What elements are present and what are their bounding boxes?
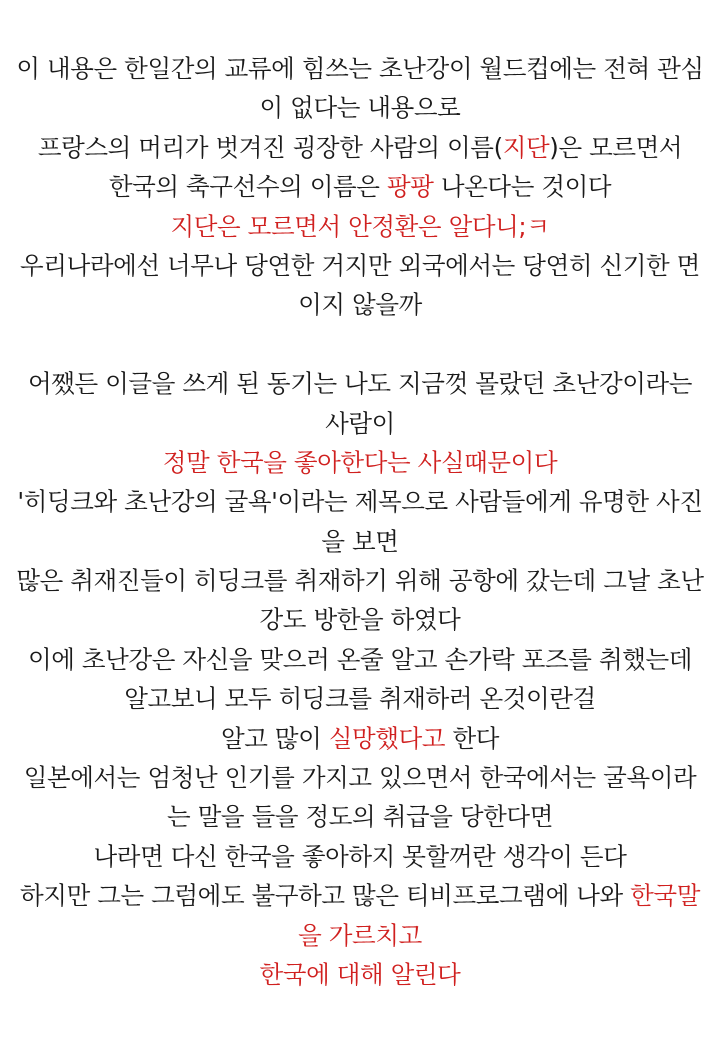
text-line xyxy=(14,797,706,836)
highlighted-text: 한국말 xyxy=(630,881,700,911)
text-line xyxy=(14,482,706,521)
text-segment: 이에 초난강은 자신을 맞으러 온줄 알고 손가락 포즈를 취했는데 xyxy=(27,644,693,674)
text-line xyxy=(14,88,706,127)
text-segment: 이 내용은 한일간의 교류에 힘쓰는 초난강이 월드컵에는 전혀 관심 xyxy=(16,54,704,83)
text-line xyxy=(14,167,706,206)
highlighted-text: 실망했다고 xyxy=(328,723,446,753)
text-segment: '히딩크와 초난강의 굴욕'이라는 제목으로 사람들에게 유명한 사진 xyxy=(17,487,703,517)
text-segment: 한다 xyxy=(445,723,500,753)
text-segment: )은 모르면서 xyxy=(549,132,683,162)
text-line xyxy=(14,955,706,994)
text-line xyxy=(14,758,706,797)
text-segment: 을 보면 xyxy=(321,526,399,556)
text-line xyxy=(14,49,706,88)
text-segment: 이 없다는 내용으로 xyxy=(259,93,461,123)
text-segment: 알고보니 모두 히딩크를 취재하러 온것이란걸 xyxy=(124,684,596,714)
text-line xyxy=(14,443,706,482)
text-line xyxy=(14,876,706,915)
text-segment: 알고 많이 xyxy=(220,723,329,753)
text-line xyxy=(14,207,706,246)
text-segment: 하지만 그는 그럼에도 불구하고 많은 티비프로그램에 나와 xyxy=(20,881,631,911)
highlighted-text: 을 가르치고 xyxy=(298,920,422,950)
text-segment: 많은 취재진들이 히딩크를 취재하기 위해 공항에 갔는데 그날 초난 xyxy=(16,566,704,596)
text-line xyxy=(14,285,706,324)
text-line xyxy=(14,364,706,403)
text-segment: 강도 방한을 하였다 xyxy=(259,605,461,635)
text-segment: 이지 않을까 xyxy=(298,290,422,320)
text-segment: 나온다는 것이다 xyxy=(433,172,612,202)
text-segment: 어쨌든 이글을 쓰게 된 동기는 나도 지금껏 몰랐던 초난강이라는 xyxy=(27,369,693,399)
text-line xyxy=(14,640,706,679)
text-segment: 한국의 축구선수의 이름은 xyxy=(108,172,387,202)
text-line xyxy=(14,246,706,285)
text-line xyxy=(14,719,706,758)
text-segment: 는 말을 들을 정도의 취급을 당한다면 xyxy=(167,802,553,832)
text-line xyxy=(14,916,706,955)
text-segment: 우리나라에선 너무나 당연한 거지만 외국에서는 당연히 신기한 면 xyxy=(20,250,700,280)
article-body xyxy=(0,49,720,994)
text-segment: 사람이 xyxy=(325,408,395,438)
highlighted-text: 팡팡 xyxy=(386,172,434,202)
text-segment: 나라면 다신 한국을 좋아하지 못할꺼란 생각이 든다 xyxy=(93,841,627,871)
text-line xyxy=(14,128,706,167)
text-line xyxy=(14,679,706,718)
highlighted-text: 지단은 모르면서 안정환은 알다니;ㅋ xyxy=(170,211,550,241)
highlighted-text: 한국에 대해 알린다 xyxy=(259,959,461,989)
text-line xyxy=(14,561,706,600)
blank-line xyxy=(14,325,706,364)
text-line xyxy=(14,837,706,876)
text-line xyxy=(14,600,706,639)
text-line xyxy=(14,522,706,561)
text-segment: 일본에서는 엄청난 인기를 가지고 있으면서 한국에서는 굴욕이라 xyxy=(23,763,697,793)
highlighted-text: 지단 xyxy=(502,132,550,162)
text-line xyxy=(14,404,706,443)
text-segment: 프랑스의 머리가 벗겨진 굉장한 사람의 이름( xyxy=(37,132,503,162)
highlighted-text: 정말 한국을 좋아한다는 사실때문이다 xyxy=(162,447,558,477)
